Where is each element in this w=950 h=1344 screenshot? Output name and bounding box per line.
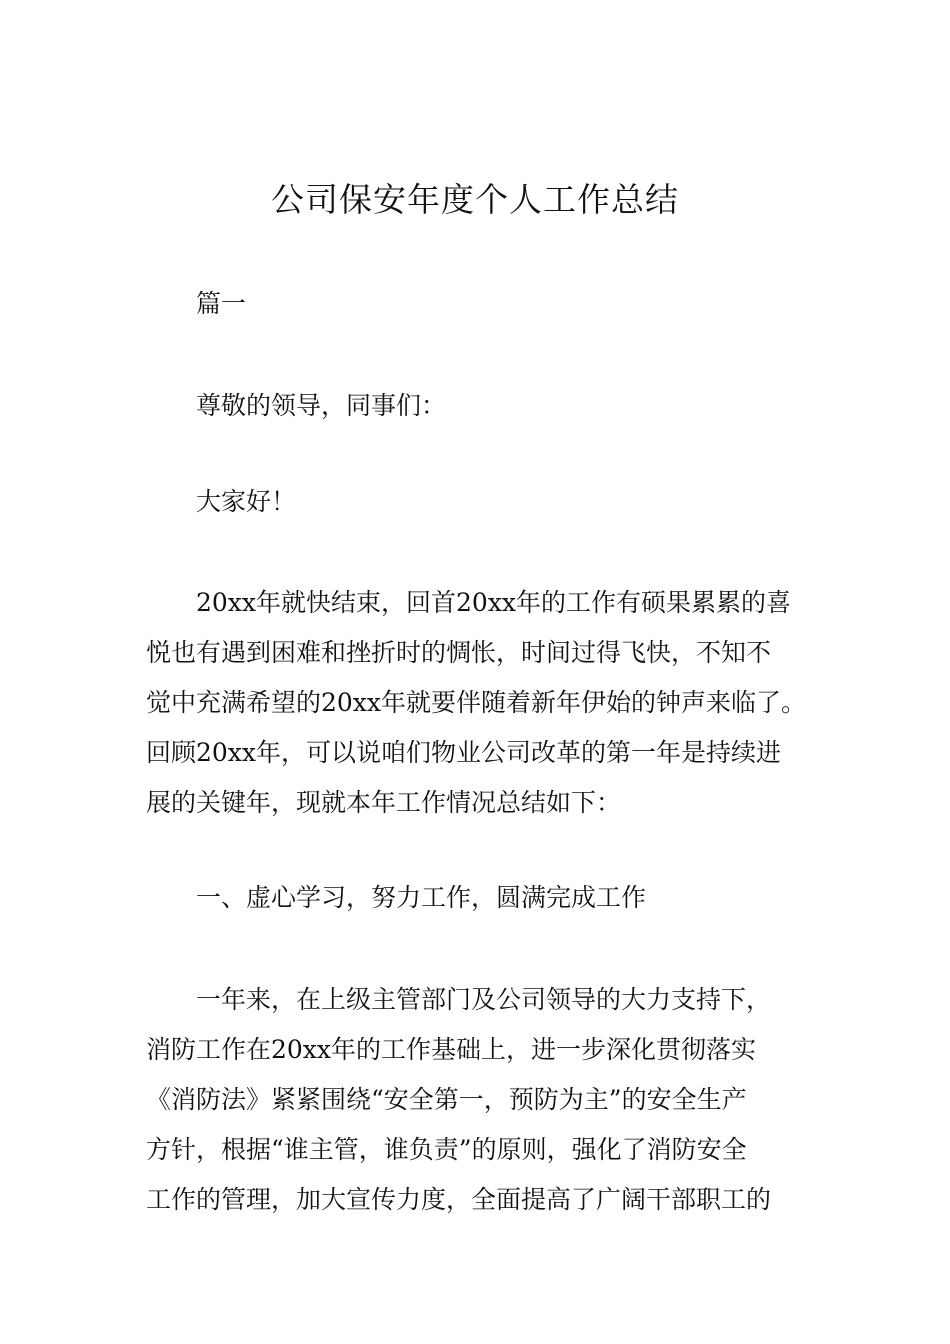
- paragraph-2-line: 工作的管理，加大宣传力度，全面提高了广阔干部职工的: [146, 1185, 772, 1214]
- paragraph-2-line: 《消防法》紧紧围绕“安全第一，预防为主”的安全生产: [146, 1085, 747, 1114]
- paragraph-2-line: 一年来，在上级主管部门及公司领导的大力支持下，: [196, 985, 772, 1014]
- paragraph-1-line: 悦也有遇到困难和挫折时的惆怅，时间过得飞快，不知不: [146, 638, 772, 667]
- greeting: 大家好！: [196, 487, 297, 516]
- paragraph-1-line: 觉中充满希望的20xx年就要伴随着新年伊始的钟声来临了。: [146, 688, 807, 717]
- paragraph-2: [146, 975, 822, 1225]
- paragraph-1-line: 展的关键年，现就本年工作情况总结如下：: [146, 788, 622, 817]
- section-label: 篇一: [196, 289, 247, 318]
- paragraph-1: [146, 578, 822, 828]
- paragraph-1-line: 回顾20xx年，可以说咱们物业公司改革的第一年是持续进: [146, 738, 782, 767]
- document-title: 公司保安年度个人工作总结: [271, 180, 679, 219]
- paragraph-2-line: 消防工作在20xx年的工作基础上，进一步深化贯彻落实: [146, 1035, 757, 1064]
- paragraph-2-line: 方针，根据“谁主管，谁负责”的原则，强化了消防安全: [146, 1135, 747, 1164]
- paragraph-1-line: 20xx年就快结束，回首20xx年的工作有硕果累累的喜: [196, 588, 792, 617]
- section-heading-1: 一、虚心学习，努力工作，圆满完成工作: [196, 883, 647, 912]
- salutation: 尊敬的领导，同事们：: [196, 391, 447, 420]
